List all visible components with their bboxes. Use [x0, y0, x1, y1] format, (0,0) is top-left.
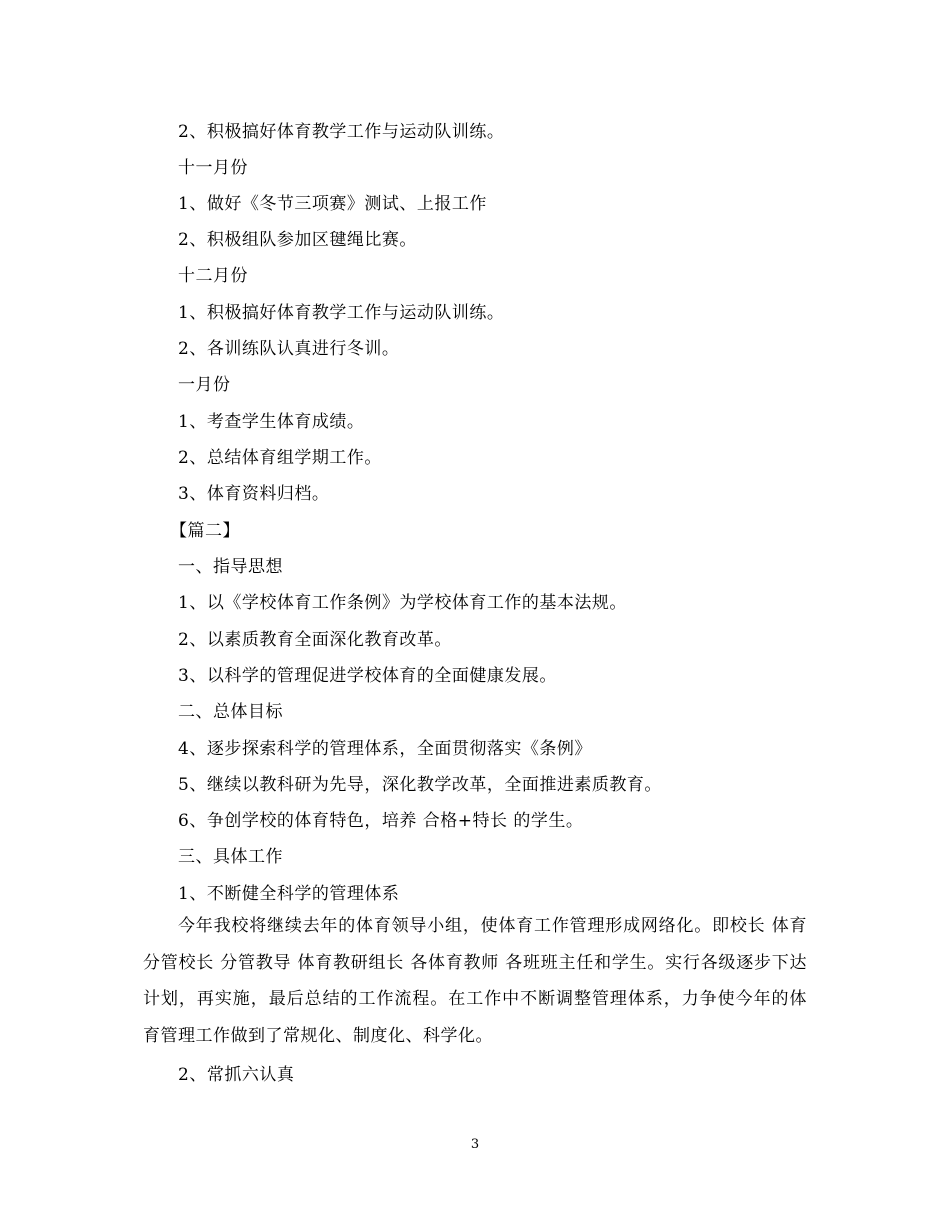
text-line: 2、常抓六认真 — [178, 1065, 295, 1085]
text-line: 2、积极组队参加区毽绳比赛。 — [178, 230, 417, 250]
text-line: 十一月份 — [178, 158, 248, 178]
text-line: 5、继续以教科研为先导，深化教学改革，全面推进素质教育。 — [178, 775, 662, 795]
text-line: 1、以《学校体育工作条例》为学校体育工作的基本法规。 — [178, 593, 627, 613]
text-line: 3、以科学的管理促进学校体育的全面健康发展。 — [178, 666, 557, 686]
page-number: 3 — [470, 1137, 480, 1152]
body-paragraph: 今年我校将继续去年的体育领导小组，使体育工作管理形成网络化。即校长 体育分管校长 分管教导 体育教研组长 各体育教师 各班班主任和学生。实行各级逐步下达计划，再实施，最后总结的工作流程。在工作中不断调整管理体系，力争使今年的体育管理工作做到了常规化、制度化、科学化。 — [143, 916, 807, 1046]
text-line: 2、总结体育组学期工作。 — [178, 448, 382, 468]
text-line: 3、体育资料归档。 — [178, 484, 330, 504]
text-line: 1、积极搞好体育教学工作与运动队训练。 — [178, 303, 505, 323]
section-heading: 二、总体目标 — [178, 702, 283, 722]
text-line: 1、不断健全科学的管理体系 — [178, 884, 400, 904]
text-line: 1、考查学生体育成绩。 — [178, 412, 365, 432]
text-line: 1、做好《冬节三项赛》测试、上报工作 — [178, 194, 487, 214]
section-heading: 【篇二】 — [170, 521, 240, 541]
text-line: 4、逐步探索科学的管理体系，全面贯彻落实《条例》 — [178, 739, 592, 759]
text-line: 2、积极搞好体育教学工作与运动队训练。 — [178, 122, 505, 142]
text-line: 一月份 — [178, 375, 231, 395]
text-line: 2、各训练队认真进行冬训。 — [178, 339, 400, 359]
section-heading: 三、具体工作 — [178, 847, 283, 867]
section-heading: 一、指导思想 — [178, 557, 283, 577]
text-line: 6、争创学校的体育特色，培养 合格+特长 的学生。 — [178, 811, 584, 831]
text-line: 2、以素质教育全面深化教育改革。 — [178, 630, 452, 650]
text-line: 十二月份 — [178, 266, 248, 286]
